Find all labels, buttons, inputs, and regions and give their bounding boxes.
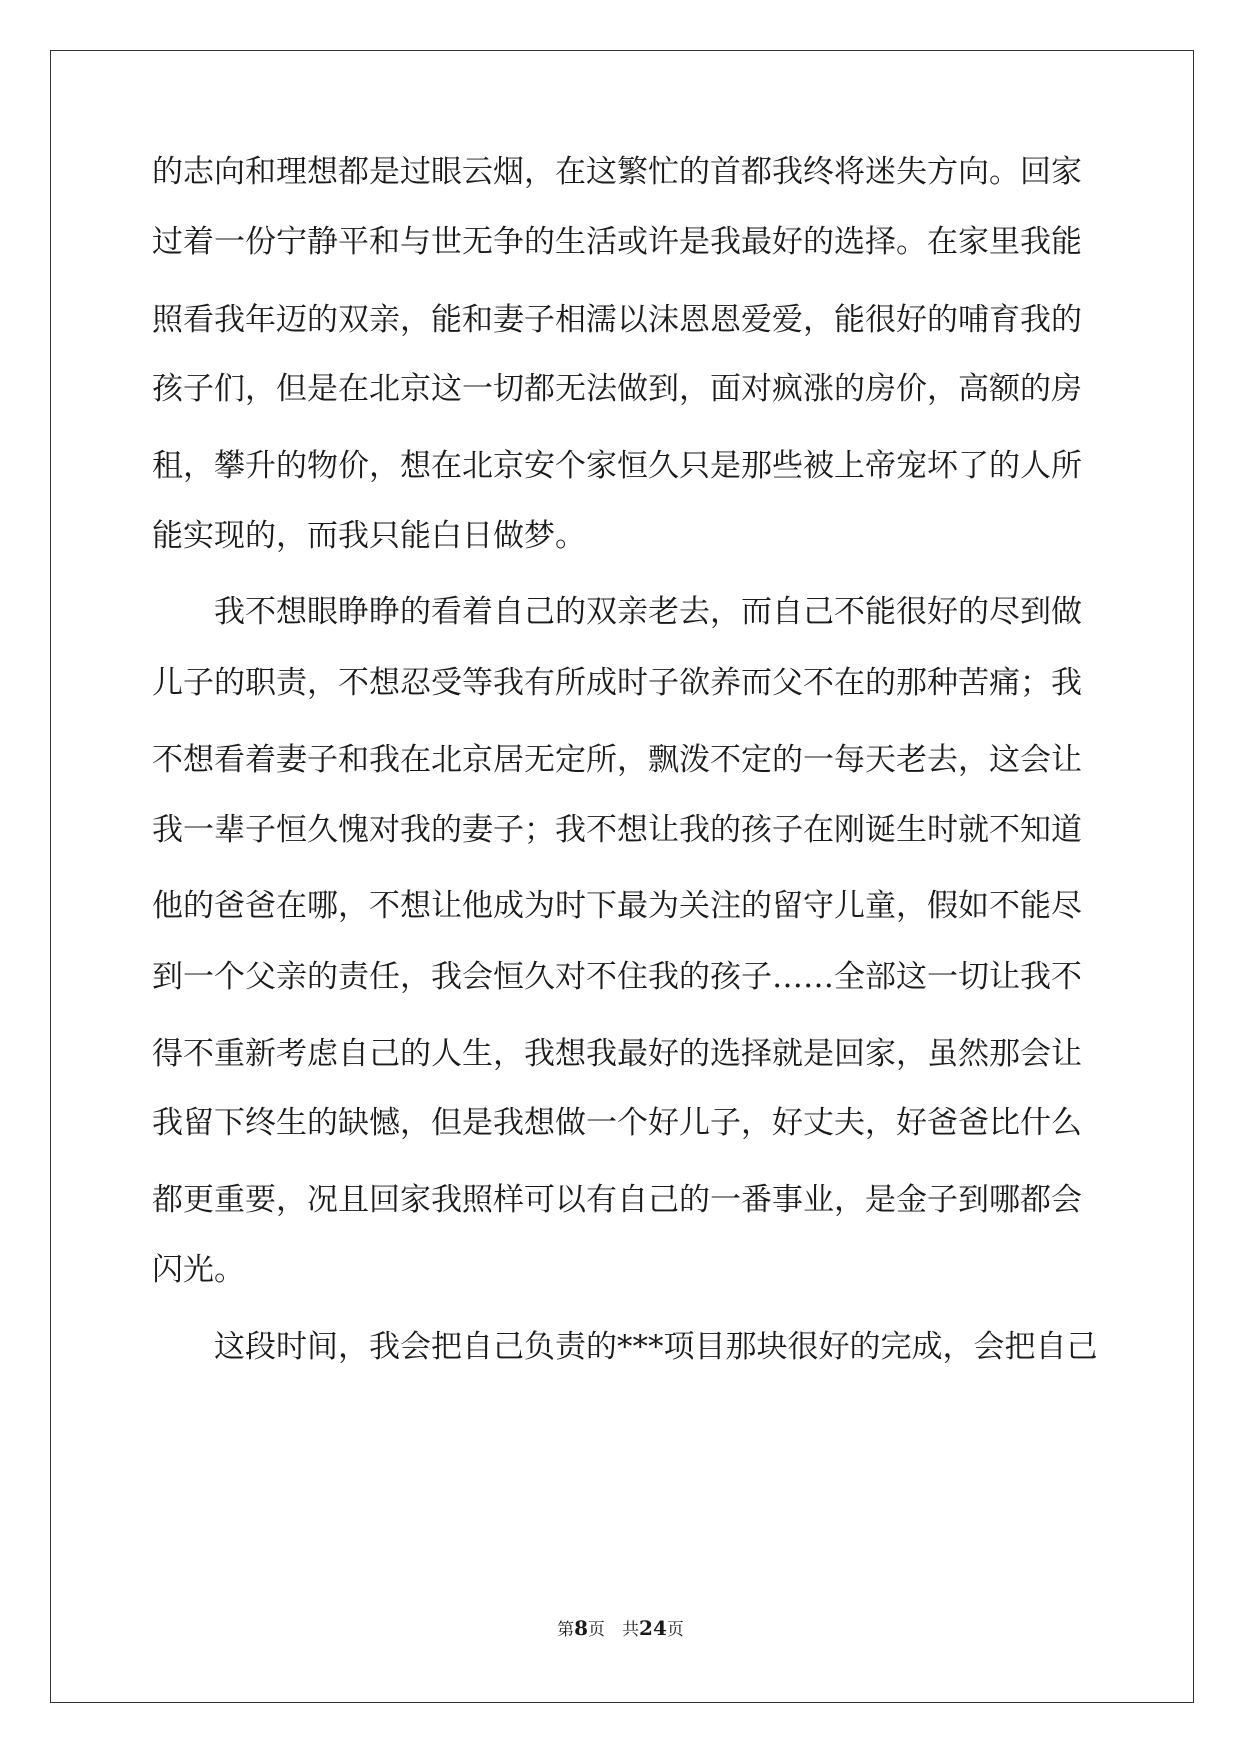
text-line: 我留下终生的缺憾，但是我想做一个好儿子，好丈夫，好爸爸比什么 bbox=[152, 1105, 1082, 1141]
text-line: 到一个父亲的责任，我会恒久对不住我的孩子……全部这一切让我不 bbox=[152, 959, 1082, 995]
text-line: 的志向和理想都是过眼云烟，在这繁忙的首都我终将迷失方向。回家 bbox=[152, 154, 1082, 190]
text-line: 都更重要，况且回家我照样可以有自己的一番事业，是金子到哪都会 bbox=[152, 1182, 1082, 1218]
footer-total-prefix: 共 bbox=[622, 1620, 640, 1640]
total-pages: 24 bbox=[639, 1616, 667, 1640]
text-line: 能实现的，而我只能白日做梦。 bbox=[152, 518, 586, 554]
footer-total-suffix: 页 bbox=[666, 1620, 684, 1640]
text-line: 我不想眼睁睁的看着自己的双亲老去，而自己不能很好的尽到做 bbox=[152, 594, 1082, 630]
text-line: 得不重新考虑自己的人生，我想我最好的选择就是回家，虽然那会让 bbox=[152, 1036, 1082, 1072]
text-line: 他的爸爸在哪，不想让他成为时下最为关注的留守儿童，假如不能尽 bbox=[152, 888, 1082, 924]
text-line: 照看我年迈的双亲，能和妻子相濡以沫恩恩爱爱，能很好的哺育我的 bbox=[152, 302, 1082, 338]
text-line: 不想看着妻子和我在北京居无定所，飘泼不定的一每天老去，这会让 bbox=[152, 742, 1082, 778]
text-line: 这段时间，我会把自己负责的***项目那块很好的完成，会把自己 bbox=[152, 1329, 1098, 1365]
text-line: 闪光。 bbox=[152, 1252, 245, 1288]
text-line: 租，攀升的物价，想在北京安个家恒久只是那些被上帝宠坏了的人所 bbox=[152, 448, 1082, 484]
page-border bbox=[50, 50, 1194, 1703]
footer-page-suffix: 页 bbox=[588, 1620, 606, 1640]
text-line: 过着一份宁静平和与世无争的生活或许是我最好的选择。在家里我能 bbox=[152, 224, 1082, 260]
page-footer bbox=[0, 1617, 1241, 1641]
footer-prefix: 第 bbox=[557, 1620, 575, 1640]
text-line: 我一辈子恒久愧对我的妻子；我不想让我的孩子在刚诞生时就不知道 bbox=[152, 812, 1082, 848]
text-line: 孩子们，但是在北京这一切都无法做到，面对疯涨的房价，高额的房 bbox=[152, 371, 1082, 407]
text-line: 儿子的职责，不想忍受等我有所成时子欲养而父不在的那种苦痛；我 bbox=[152, 665, 1082, 701]
page-number: 8 bbox=[574, 1616, 589, 1640]
